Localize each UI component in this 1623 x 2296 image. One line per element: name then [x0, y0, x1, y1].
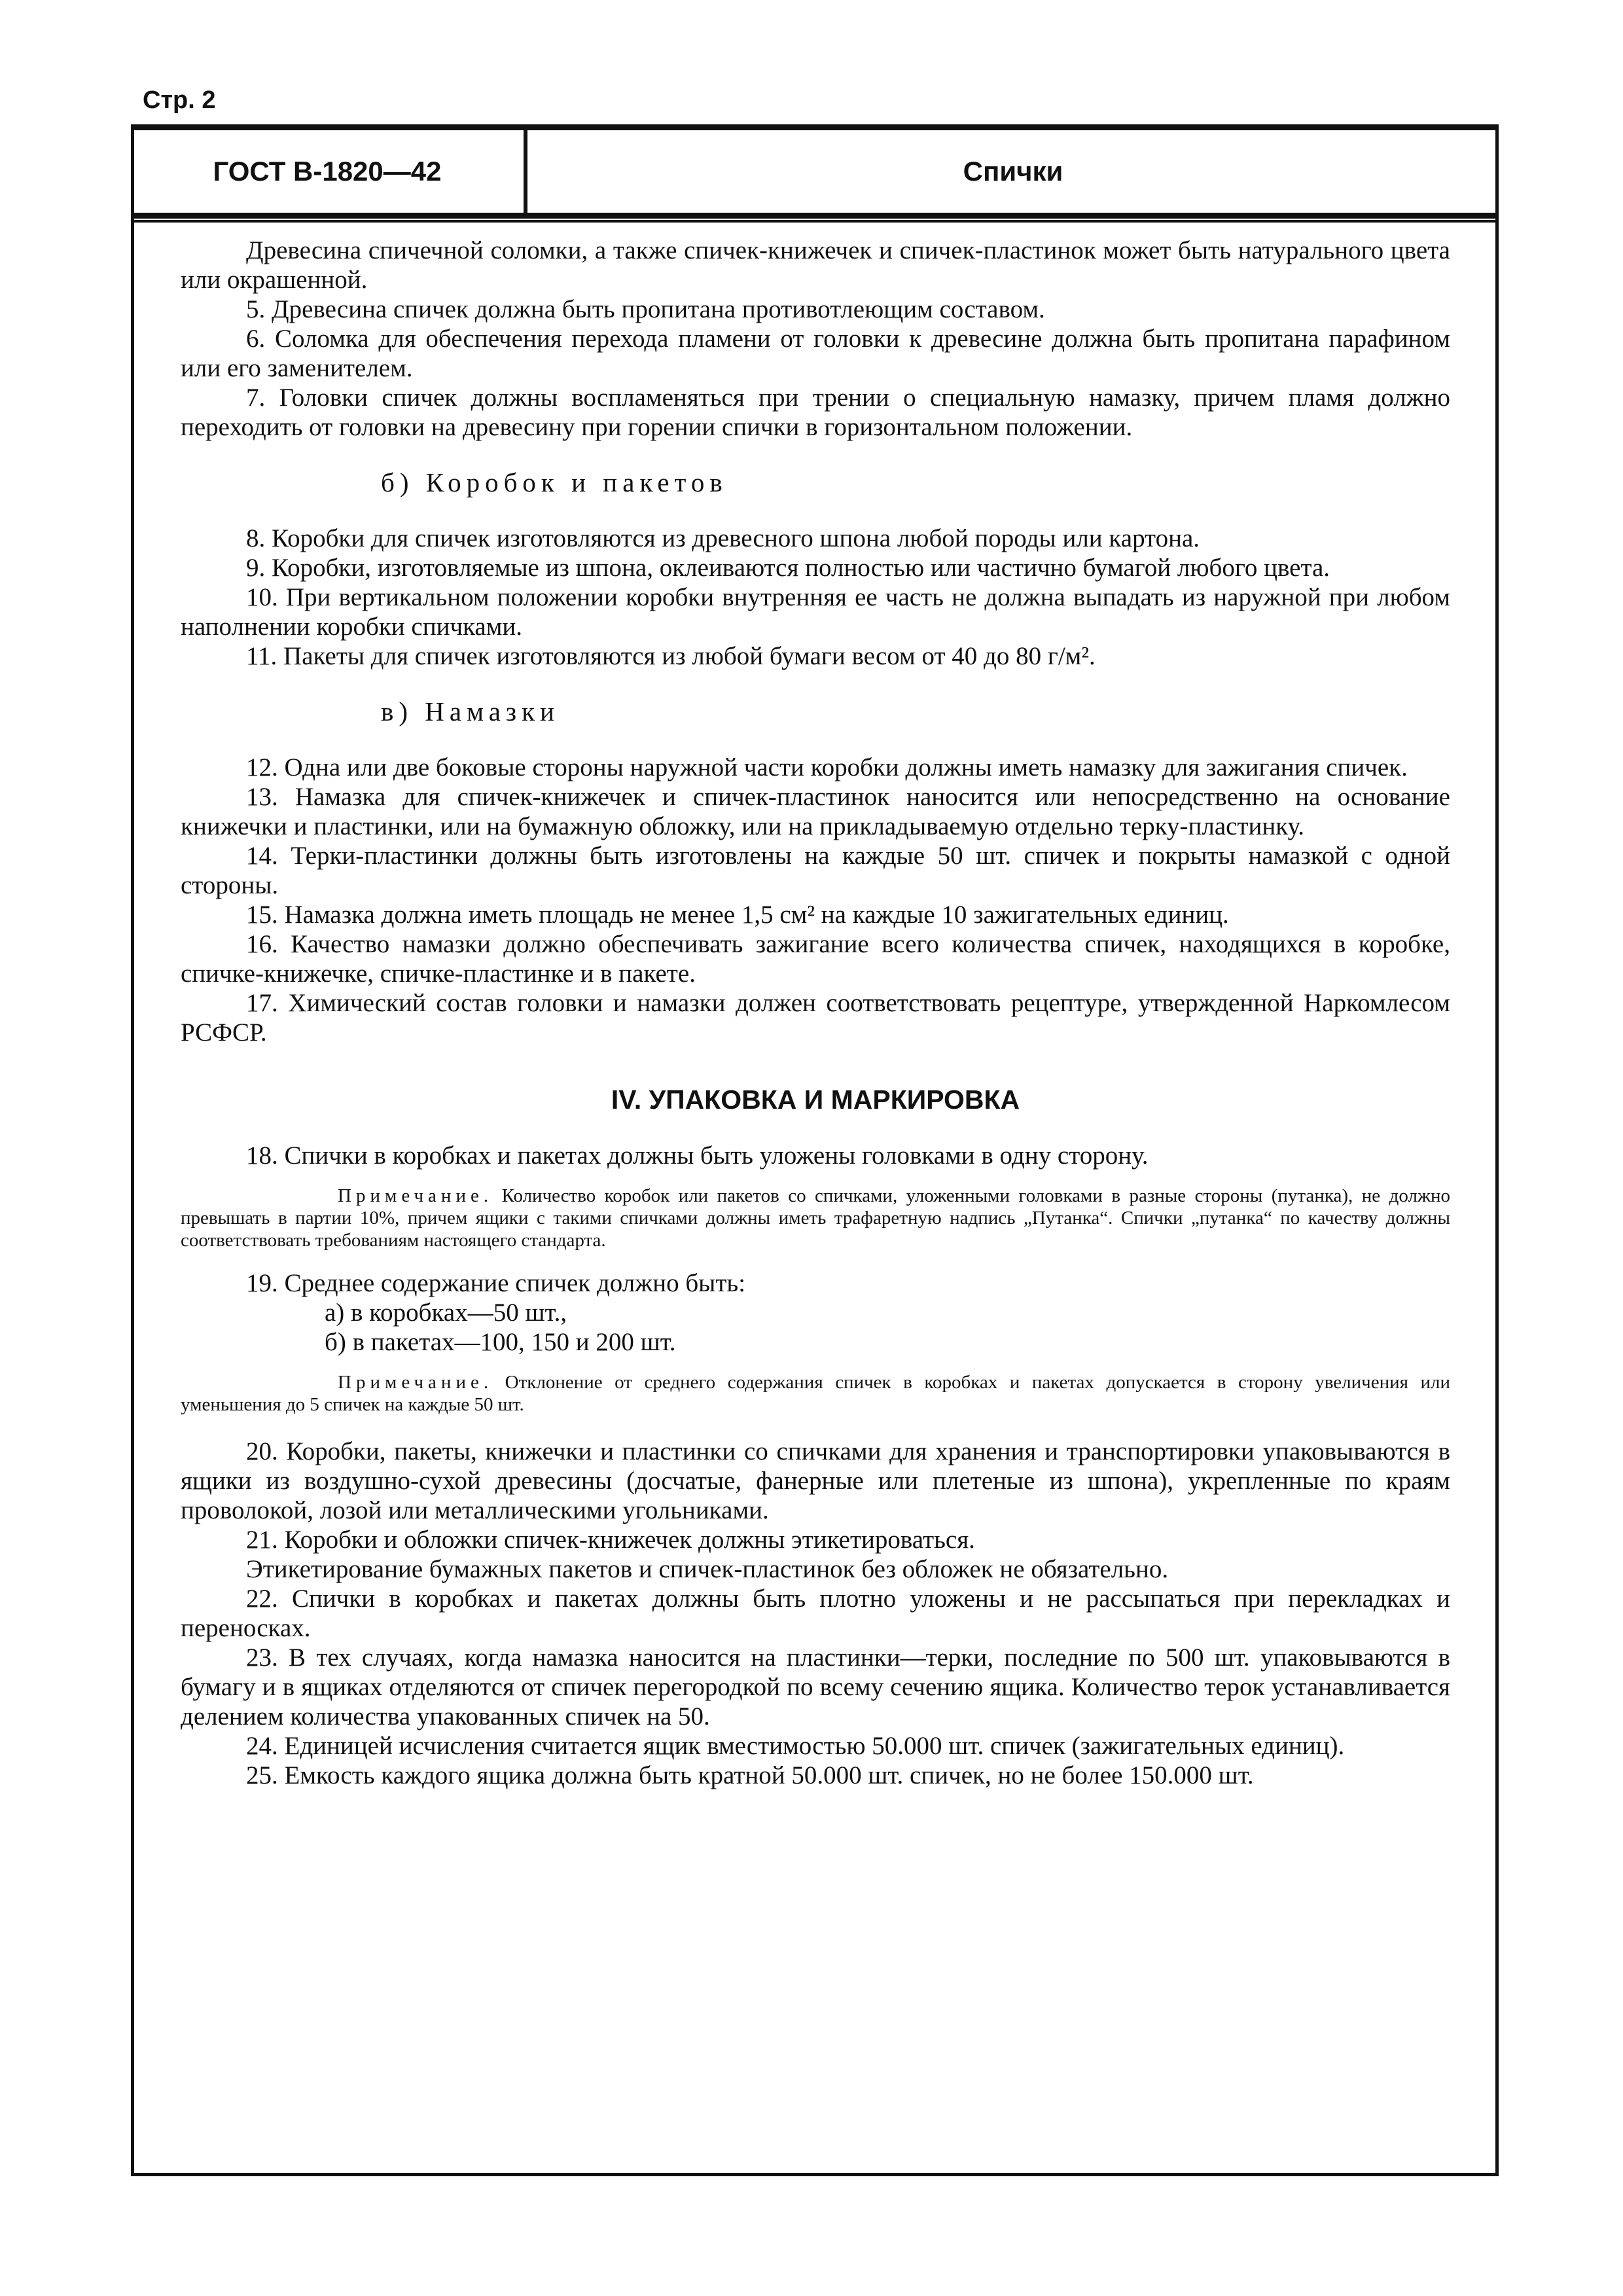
- paragraph-7: 7. Головки спичек должны воспламеняться при трении о специальную намазку, причем пламя должно переходить от головки на древесину при горении спички в горизонтальном положении.: [181, 384, 1450, 441]
- note-1-label: Примечание.: [338, 1185, 493, 1206]
- paragraph-11: 11. Пакеты для спичек изготовляются из любой бумаги весом от 40 до 80 г/м².: [246, 642, 1096, 670]
- paragraph-21b: Этикетирование бумажных пакетов и спичек-пластинок без обложек не обязательно.: [246, 1555, 1169, 1583]
- section-heading-iv: IV. УПАКОВКА И МАРКИРОВКА: [611, 1085, 1020, 1115]
- note-1: [181, 1185, 1450, 1251]
- paragraph-23: 23. В тех случаях, когда намазка наносится на пластинки—терки, последние по 500 шт. упаковываются в бумагу и в ящиках отделяются от спичек перегородкой по всему сечению ящика. Количество терок устанавливается делением количества упакованных спичек на 50.: [181, 1643, 1450, 1731]
- paragraph-8: 8. Коробки для спичек изготовляются из древесного шпона любой породы или картона.: [246, 524, 1200, 552]
- paragraph-20: 20. Коробки, пакеты, книжечки и пластинки со спичками для хранения и транспортировки упаковываются в ящики из воздушно-сухой древесины (досчатые, фанерные или плетеные из шпона), укрепленные по краям проволокой, лозой или металлическими угольниками.: [181, 1437, 1450, 1524]
- paragraph-16: 16. Качество намазки должно обеспечивать зажигание всего количества спичек, находящихся в коробке, спичке-книжечке, спичке-пластинке и в пакете.: [181, 930, 1450, 988]
- paragraph-6: 6. Соломка для обеспечения перехода пламени от головки к древесине должна быть пропитана парафином или его заменителем.: [181, 325, 1450, 382]
- paragraph-12: 12. Одна или две боковые стороны наружной части коробки должны иметь намазку для зажигания спичек.: [246, 753, 1408, 781]
- paragraph-intro: Древесина спичечной соломки, а также спичек-книжечек и спичек-пластинок может быть натурального цвета или окрашенной.: [181, 236, 1450, 294]
- paragraph-21: 21. Коробки и обложки спичек-книжечек должны этикетироваться.: [246, 1526, 975, 1554]
- paragraph-5: 5. Древесина спичек должна быть пропитана противотлеющим составом.: [246, 295, 1045, 323]
- paragraph-19b: б) в пакетах—100, 150 и 200 шт.: [325, 1328, 676, 1356]
- page-number: Стр. 2: [143, 86, 216, 114]
- note-2-label: Примечание.: [338, 1372, 493, 1393]
- paragraph-24: 24. Единицей исчисления считается ящик вместимостью 50.000 шт. спичек (зажигательных единиц).: [246, 1732, 1345, 1760]
- paragraph-22: 22. Спички в коробках и пакетах должны быть плотно уложены и не рассыпаться при перекладках и переносках.: [181, 1585, 1450, 1642]
- note-2: [181, 1371, 1450, 1416]
- standard-number: ГОСТ В-1820—42: [131, 130, 527, 213]
- document-header: [131, 124, 1499, 219]
- paragraph-18: 18. Спички в коробках и пакетах должны быть уложены головками в одну сторону.: [246, 1141, 1149, 1170]
- paragraph-15: 15. Намазка должна иметь площадь не менее 1,5 см² на каждые 10 зажигательных единиц.: [246, 901, 1229, 929]
- subheading-coatings: в) Намазки: [381, 696, 560, 726]
- paragraph-10: 10. При вертикальном положении коробки внутренняя ее часть не должна выпадать из наружной при любом наполнении коробки спичками.: [181, 583, 1450, 641]
- paragraph-14: 14. Терки-пластинки должны быть изготовлены на каждые 50 шт. спичек и покрыты намазкой с одной стороны.: [181, 842, 1450, 899]
- paragraph-9: 9. Коробки, изготовляемые из шпона, оклеиваются полностью или частично бумагой любого цвета.: [246, 554, 1330, 582]
- subheading-boxes: б) Коробок и пакетов: [381, 467, 728, 497]
- paragraph-13: 13. Намазка для спичек-книжечек и спичек-пластинок наносится или непосредственно на основание книжечки и пластинки, или на бумажную обложку, или на прикладываемую отдельно терку-пластинку.: [181, 783, 1450, 840]
- paragraph-19a: а) в коробках—50 шт.,: [325, 1299, 567, 1327]
- paragraph-25: 25. Емкость каждого ящика должна быть кратной 50.000 шт. спичек, но не более 150.000 шт.: [246, 1761, 1254, 1789]
- document-body: [181, 236, 1450, 1790]
- note-2-text: Отклонение от среднего содержания спичек в коробках и пакетах допускается в сторону увеличения или уменьшения до 5 спичек на каждые 50 шт.: [181, 1372, 1451, 1415]
- note-1-text: Количество коробок или пакетов со спичками, уложенными головками в разные стороны (путанка), не должно превышать в партии 10%, причем ящики с такими спичками должны иметь трафаретную надпись „Путанка“. Спички „путанка“ по качеству должны соответствовать требованиям настоящего стандарта.: [181, 1185, 1450, 1251]
- header-divider: [131, 220, 1499, 223]
- document-title: Спички: [963, 156, 1063, 187]
- paragraph-17: 17. Химический состав головки и намазки должен соответствовать рецептуре, утвержденной Наркомлесом РСФСР.: [181, 989, 1450, 1047]
- paragraph-19: 19. Среднее содержание спичек должно быть:: [246, 1269, 746, 1297]
